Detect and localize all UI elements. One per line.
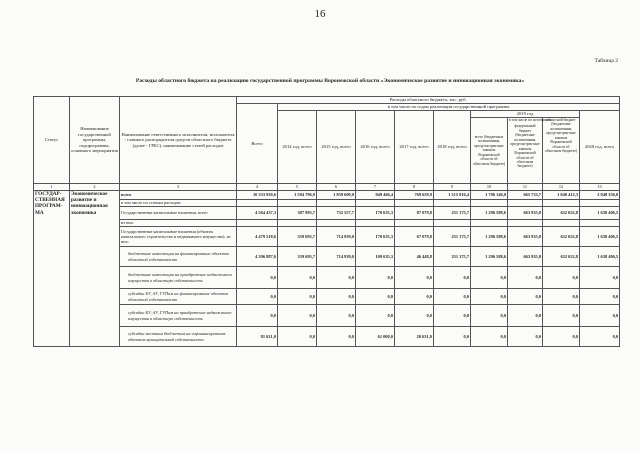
- value-cell: [580, 200, 620, 207]
- column-number: 11: [508, 184, 543, 191]
- value-cell: [237, 220, 278, 227]
- value-cell: 4 479 518,6: [237, 227, 278, 247]
- value-cell: 0,0: [237, 305, 278, 327]
- value-cell: 170 635,3: [356, 227, 395, 247]
- header-executor: Наименование ответственного исполнителя, исполнителя - главного распорядителя средств областного бюджета (далее - ГРБС), наименование статей расходов: [120, 97, 237, 184]
- value-cell: 0,0: [434, 305, 471, 327]
- value-cell: [317, 220, 356, 227]
- value-cell: [278, 220, 317, 227]
- table-row: [34, 207, 620, 220]
- value-cell: 2 048 356,0: [580, 191, 620, 200]
- header-2018: 2018 год, всего: [434, 111, 471, 184]
- header-program-name: Наименование государственной программы, подпрограммы, основного мероприятия: [70, 97, 120, 184]
- status-cell: ГОСУДАР-СТВЕННАЯ ПРОГРАМ-МА: [34, 191, 70, 347]
- value-cell: 0,0: [543, 305, 580, 327]
- table-row: [34, 289, 620, 305]
- header-subheader: в том числе по годам реализации государственной программы: [278, 104, 620, 111]
- value-cell: 251 175,7: [434, 207, 471, 220]
- table-row: [34, 227, 620, 247]
- header-2019-total: всего (бюджетные ассигнования, предусмотрен-ные законом Воронежской области об областном бюджете): [471, 118, 508, 184]
- value-cell: 0,0: [434, 289, 471, 305]
- value-cell: 1 959 609,0: [317, 191, 356, 200]
- value-cell: 61 000,0: [356, 327, 395, 347]
- value-cell: [278, 200, 317, 207]
- column-number: 5: [278, 184, 317, 191]
- column-number: 1: [34, 184, 70, 191]
- value-cell: 0,0: [471, 289, 508, 305]
- row-label: субсидии БУ, АУ, ГУПам на финансирование объектов областной собственности: [120, 289, 237, 305]
- program-cell: Экономическое развитие и инновационная экономика: [70, 191, 120, 347]
- table-label: Таблица 2: [594, 58, 618, 64]
- value-cell: 0,0: [580, 305, 620, 327]
- row-label: бюджетные инвестиции на финансирование объектов областной собственности: [120, 247, 237, 267]
- value-cell: 632 652,8: [543, 247, 580, 267]
- column-number: 9: [434, 184, 471, 191]
- row-label: Государственные капитальные вложения, всего: [120, 207, 237, 220]
- header-2019: 2019 год: [471, 111, 580, 118]
- value-cell: [395, 220, 434, 227]
- value-cell: 87 079,8: [395, 207, 434, 220]
- column-number: 10: [471, 184, 508, 191]
- header-2020: 2020 год, всего: [580, 111, 620, 184]
- value-cell: 0,0: [237, 267, 278, 289]
- value-cell: [237, 200, 278, 207]
- value-cell: 1 638 406,5: [580, 247, 620, 267]
- header-2015: 2015 год, всего: [317, 111, 356, 184]
- value-cell: 0,0: [434, 267, 471, 289]
- value-cell: 0,0: [317, 305, 356, 327]
- header-federal: [508, 118, 553, 184]
- header-sources: в том числе по источникам:: [509, 118, 553, 122]
- value-cell: 81 631,0: [237, 327, 278, 347]
- row-label: всего: [120, 191, 237, 200]
- column-number: 12: [543, 184, 580, 191]
- value-cell: [543, 200, 580, 207]
- value-cell: 1 638 406,5: [580, 227, 620, 247]
- value-cell: 632 652,8: [543, 207, 580, 220]
- header-total: Всего: [237, 104, 278, 184]
- value-cell: 251 175,7: [434, 227, 471, 247]
- value-cell: 0,0: [278, 305, 317, 327]
- value-cell: 1 296 588,6: [471, 207, 508, 220]
- value-cell: 0,0: [471, 305, 508, 327]
- value-cell: 251 175,7: [434, 247, 471, 267]
- value-cell: 663 935,8: [508, 247, 543, 267]
- value-cell: 0,0: [278, 267, 317, 289]
- value-cell: 0,0: [395, 305, 434, 327]
- value-cell: [508, 220, 543, 227]
- column-number: 4: [237, 184, 278, 191]
- row-label: в том числе по статьям расходов:: [120, 200, 237, 207]
- value-cell: [434, 220, 471, 227]
- value-cell: 0,0: [471, 327, 508, 347]
- value-cell: 0,0: [356, 289, 395, 305]
- column-number: 7: [356, 184, 395, 191]
- value-cell: 1 706 146,0: [471, 191, 508, 200]
- value-cell: 4 564 437,3: [237, 207, 278, 220]
- value-cell: 0,0: [580, 267, 620, 289]
- value-cell: 339 693,7: [278, 227, 317, 247]
- value-cell: [543, 220, 580, 227]
- header-2016: 2016 год, всего: [356, 111, 395, 184]
- row-label: субсидии местным бюджетам на софинансирование объектов муниципальной собственности: [120, 327, 237, 347]
- value-cell: 170 635,3: [356, 207, 395, 220]
- value-cell: [356, 220, 395, 227]
- value-cell: 109 635,3: [356, 247, 395, 267]
- value-cell: 339 693,7: [278, 247, 317, 267]
- value-cell: [317, 200, 356, 207]
- value-cell: 1 296 588,6: [471, 247, 508, 267]
- value-cell: 0,0: [508, 327, 543, 347]
- value-cell: 0,0: [434, 327, 471, 347]
- column-number: 3: [120, 184, 237, 191]
- column-number: 8: [395, 184, 434, 191]
- header-regional: областной бюджет (бюджетные ассигнования, предусмотрен-ные законом Воронежской области об областном бюджете): [543, 118, 580, 184]
- value-cell: 1 638 406,5: [580, 207, 620, 220]
- page-number: 16: [314, 8, 326, 20]
- value-cell: 0,0: [237, 289, 278, 305]
- column-numbers-row: [34, 184, 620, 191]
- row-label: Государственные капитальные вложения (объекты капитального строительства и недвижимого имущества), из них:: [120, 227, 237, 247]
- value-cell: 665 733,7: [508, 191, 543, 200]
- value-cell: 0,0: [508, 267, 543, 289]
- row-label: бюджетные инвестиции на приобретение недвижимого имущества в областную собственность: [120, 267, 237, 289]
- value-cell: 1 315 916,4: [434, 191, 471, 200]
- value-cell: [580, 220, 620, 227]
- table-row: [34, 220, 620, 227]
- column-number: 2: [70, 184, 120, 191]
- value-cell: [471, 220, 508, 227]
- table-row: [34, 247, 620, 267]
- value-cell: 1 584 796,9: [278, 191, 317, 200]
- value-cell: [471, 200, 508, 207]
- value-cell: 0,0: [278, 327, 317, 347]
- header-2017: 2017 год, всего: [395, 111, 434, 184]
- value-cell: 0,0: [543, 267, 580, 289]
- value-cell: 10 333 930,6: [237, 191, 278, 200]
- header-federal-text: федеральный бюджет (бюджетные ассигнования, предусмотрен-ные законом Воронежской области об областном бюджете): [510, 124, 540, 169]
- value-cell: 67 079,8: [395, 227, 434, 247]
- table-row: [34, 305, 620, 327]
- table-title: Расходы областного бюджета на реализацию государственной программы Воронежской области «Экономическое развитие и инновационная экономика»: [135, 78, 525, 84]
- value-cell: 714 939,0: [317, 247, 356, 267]
- value-cell: 0,0: [508, 305, 543, 327]
- table-row: [34, 327, 620, 347]
- value-cell: 0,0: [395, 289, 434, 305]
- value-cell: 1 296 588,6: [471, 227, 508, 247]
- header-status: Статус: [34, 97, 70, 184]
- value-cell: 663 935,8: [508, 207, 543, 220]
- value-cell: 0,0: [278, 289, 317, 305]
- value-cell: [395, 200, 434, 207]
- column-number: 13: [580, 184, 620, 191]
- row-label: из них:: [120, 220, 237, 227]
- value-cell: [508, 200, 543, 207]
- budget-table: [33, 96, 620, 347]
- value-cell: 714 939,0: [317, 227, 356, 247]
- value-cell: 0,0: [580, 289, 620, 305]
- value-cell: 632 652,8: [543, 227, 580, 247]
- value-cell: 0,0: [543, 327, 580, 347]
- value-cell: 0,0: [508, 289, 543, 305]
- value-cell: 4 396 887,6: [237, 247, 278, 267]
- column-number: 6: [317, 184, 356, 191]
- value-cell: 0,0: [317, 327, 356, 347]
- value-cell: [434, 200, 471, 207]
- value-cell: [356, 200, 395, 207]
- value-cell: 0,0: [395, 267, 434, 289]
- value-cell: 769 659,9: [395, 191, 434, 200]
- value-cell: 1 040 412,3: [543, 191, 580, 200]
- value-cell: 46 448,8: [395, 247, 434, 267]
- table-row: [34, 267, 620, 289]
- value-cell: 0,0: [356, 267, 395, 289]
- header-unit: Расходы областного бюджета, тыс. руб.: [237, 97, 620, 104]
- row-label: субсидии БУ, АУ, ГУПам на приобретение недвижимого имущества в областную собственность: [120, 305, 237, 327]
- value-cell: 0,0: [580, 327, 620, 347]
- table-row: [34, 191, 620, 200]
- value-cell: 0,0: [317, 289, 356, 305]
- value-cell: 387 993,7: [278, 207, 317, 220]
- value-cell: 0,0: [317, 267, 356, 289]
- value-cell: 0,0: [356, 305, 395, 327]
- value-cell: 20 631,0: [395, 327, 434, 347]
- table-row: [34, 200, 620, 207]
- value-cell: 0,0: [471, 267, 508, 289]
- value-cell: 663 935,8: [508, 227, 543, 247]
- header-2014: 2014 год, всего: [278, 111, 317, 184]
- value-cell: 732 557,7: [317, 207, 356, 220]
- value-cell: 949 466,4: [356, 191, 395, 200]
- value-cell: 0,0: [543, 289, 580, 305]
